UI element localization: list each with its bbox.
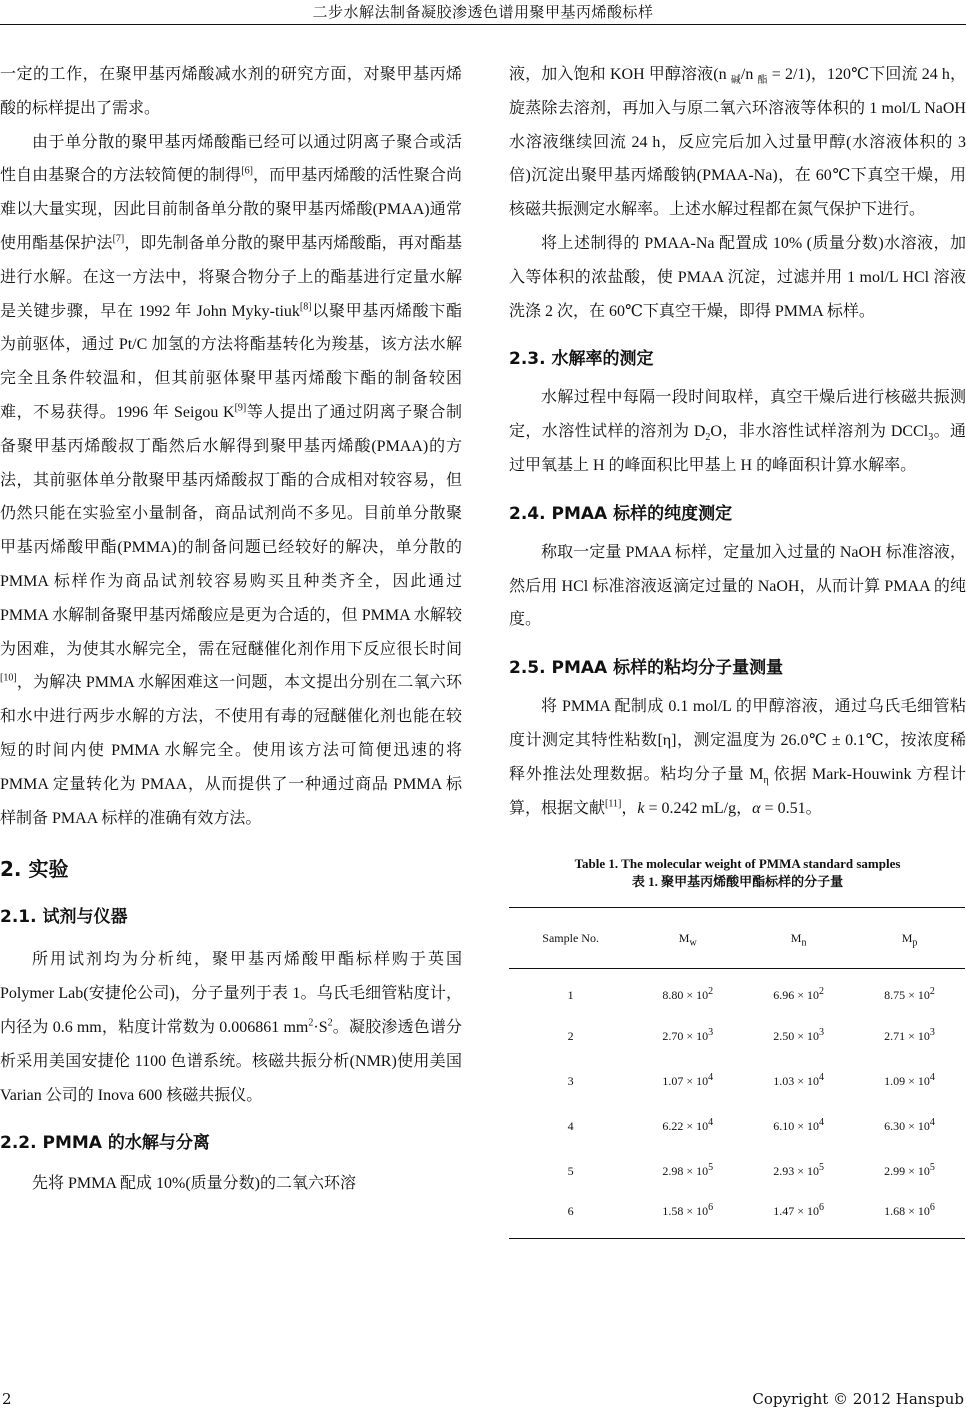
cell-exponent: 4 (708, 1116, 714, 1128)
text-run: /n (740, 66, 758, 83)
table-row (509, 1104, 965, 1149)
cell-mantissa: 2.93 × 10 (773, 1163, 819, 1178)
text-run: 水解过程中每隔一段时间取样，真空干燥后进行核磁共振测定，水溶性试样的溶剂为 D (509, 389, 966, 441)
cell-mp (854, 1194, 965, 1239)
cell-exponent: 4 (929, 1116, 935, 1128)
cell-mantissa: 2.99 × 10 (884, 1163, 930, 1178)
table-header-row (509, 908, 965, 969)
header-text: M (901, 930, 913, 945)
subscript: 酯 (757, 75, 768, 87)
subsection-heading-reagents: 2.1. 试剂与仪器 (0, 907, 128, 928)
cell-mantissa: 1.47 × 10 (773, 1204, 819, 1219)
text-run: ·S (313, 1018, 328, 1036)
header-mn (743, 908, 854, 969)
citation-ref: [6] (241, 166, 253, 178)
cell-exponent: 3 (819, 1026, 824, 1038)
cell-sample-no: 5 (567, 1163, 574, 1178)
paragraph-hydrolysis-rate (509, 381, 966, 482)
header-rule (0, 24, 966, 25)
cell-mp (854, 1104, 965, 1149)
cell-mw (632, 969, 743, 1014)
cell-sample-no: 2 (567, 1028, 574, 1043)
header-subscript: n (801, 937, 807, 949)
text-run: O，非水溶性试样溶剂为 DCCl (710, 423, 929, 441)
citation-ref: [8] (299, 301, 312, 313)
table-row (509, 1014, 965, 1059)
table-row (509, 1149, 965, 1194)
cell-exponent: 3 (929, 1026, 935, 1038)
text-run: 等人提出了通过阴离子聚合制备聚甲基丙烯酸叔丁酯然后水解得到聚甲基丙烯酸(PMAA)的方法，其前驱体单分散聚甲基丙烯酸叔丁酯的合成相对较容易，但仍然只能在实验室小量制备，商品试剂尚不多见。目前单分散聚甲基丙烯酸甲酯(PMMA)的制备问题已经较好的解决，单分散的 PMMA 标样作为商品试剂较容易购买且种类齐全，因此通过 PMMA 水解制备聚甲基丙烯酸应是更为合适的，但 PMMA 水解较为困难，为使其水解完全，需在冠醚催化剂作用下反应很长时间 (0, 403, 462, 658)
cell-mw (632, 1059, 743, 1104)
cell-mn (743, 1194, 854, 1239)
superscript: 2 (327, 1017, 333, 1029)
cell-mn (743, 1014, 854, 1059)
subsection-heading-viscosity: 2.5. PMAA 标样的粘均分子量测量 (509, 658, 784, 679)
page-number: 2 (2, 1390, 12, 1408)
cell-exponent: 5 (819, 1161, 824, 1173)
text-run: 。凝胶渗透色谱分析采用美国安捷伦 1100 色谱系统。核磁共振分析(NMR)使用美国 Varian 公司的 Inova 600 核磁共振仪。 (0, 1018, 462, 1104)
cell-mantissa: 6.96 × 10 (773, 987, 819, 1002)
citation-ref: [7] (112, 233, 125, 245)
cell-exponent: 6 (819, 1202, 824, 1214)
text-run: ，而甲基丙烯酸的活性聚合尚难以大量实现，因此目前制备单分散的聚甲基丙烯酸(PMAA)通常使用酯基保护法 (0, 167, 462, 252)
cell-exponent: 5 (708, 1161, 714, 1173)
header-mp (854, 908, 965, 969)
cell-mantissa: 1.03 × 10 (773, 1073, 819, 1088)
cell-mn (743, 1104, 854, 1149)
citation-ref: [10] (0, 673, 17, 685)
cell-sample-no: 6 (509, 1194, 632, 1239)
text-run: 液，加入饱和 KOH 甲醇溶液(n (509, 66, 731, 83)
text-run: 。通过甲氧基上 H 的峰面积比甲基上 H 的峰面积计算水解率。 (509, 423, 966, 474)
citation-ref: [11] (605, 798, 622, 810)
text-run: 将 PMMA 配制成 0.1 mol/L 的甲醇溶液，通过乌氏毛细管粘度计测定其特性粘数[η]，测定温度为 26.0℃ ± 0.1℃，按浓度稀释外推法处理数据。粘均分子量 M (509, 698, 966, 783)
cell-mantissa: 6.22 × 10 (662, 1118, 709, 1133)
cell-mn (743, 1059, 854, 1104)
text-run: ，即先制备单分散的聚甲基丙烯酸酯，再对酯基进行水解。在这一方法中，将聚合物分子上的酯基进行定量水解是关键步骤，早在 1992 年 John Myky-tiuk (0, 234, 462, 320)
cell-exponent: 4 (708, 1071, 714, 1083)
cell-exponent: 2 (929, 985, 935, 997)
header-sample-no: Sample No. (509, 908, 632, 969)
paragraph-reagents (0, 943, 462, 1112)
paragraph-purity: 称取一定量 PMAA 标样，定量加入过量的 NaOH 标准溶液，然后用 HCl 标准溶液返滴定过量的 NaOH，从而计算 PMAA 的纯度。 (509, 543, 966, 629)
cell-exponent: 3 (708, 1026, 714, 1038)
cell-mw (632, 1104, 743, 1149)
subsection-heading-hydrolysis: 2.2. PMMA 的水解与分离 (0, 1133, 210, 1154)
cell-mantissa: 2.71 × 10 (884, 1028, 930, 1043)
text-run: = 2/1)，120℃下回流 24 h，旋蒸除去溶剂，再加入与原二氧六环溶液等体积的 1 mol/L NaOH 水溶液继续回流 24 h，反应完后加入过量甲醇(水溶液体积的 3 倍)沉淀出聚甲基丙烯酸钠(PMAA-Na)，在 60℃下真空干燥，用核磁共振测定水解率。上述水解过程都在氮气保护下进行。 (509, 66, 966, 219)
cell-mw (632, 1014, 743, 1059)
paragraph-precipitation: 将上述制得的 PMAA-Na 配置成 10% (质量分数)水溶液，加入等体积的浓盐酸，使 PMAA 沉淀，过滤并用 1 mol/L HCl 溶液洗涤 2 次，在 60℃下真空干燥，即得 PMMA 标样。 (509, 234, 966, 320)
cell-mn (743, 969, 854, 1014)
cell-sample-no: 4 (567, 1118, 574, 1133)
superscript: 2 (308, 1017, 314, 1029)
citation-ref: [9] (234, 402, 247, 414)
header-text: M (678, 930, 690, 945)
table-row (509, 1194, 965, 1239)
paragraph-hydrolysis-start: 先将 PMMA 配成 10%(质量分数)的二氧六环溶 (32, 1175, 357, 1193)
cell-mantissa: 8.75 × 10 (884, 987, 930, 1002)
text-run: = 0.51。 (760, 799, 822, 817)
table-caption-zh: 表 1. 聚甲基丙烯酸甲酯标样的分子量 (631, 874, 844, 890)
cell-exponent: 2 (819, 985, 824, 997)
cell-mantissa: 1.09 × 10 (884, 1073, 930, 1088)
cell-sample-no: 1 (567, 987, 574, 1002)
cell-mw (632, 1194, 743, 1239)
table-row (509, 1059, 965, 1104)
text-run: = 0.242 mL/g， (644, 799, 753, 817)
table-caption-en: Table 1. The molecular weight of PMMA standard samples (574, 856, 901, 872)
cell-sample-no: 3 (567, 1073, 574, 1088)
molecular-weight-table (509, 907, 965, 1239)
left-column (0, 58, 462, 1201)
cell-exponent: 4 (819, 1116, 824, 1128)
cell-mantissa: 8.80 × 10 (662, 987, 709, 1002)
text-run: 所用试剂均为分析纯，聚甲基丙烯酸甲酯标样购于英国 Polymer Lab(安捷伦公司)，分子量列于表 1。乌氏毛细管粘度计，内径为 0.6 mm，粘度计常数为 0.006861 mm (0, 951, 462, 1036)
cell-mantissa: 1.68 × 10 (884, 1204, 930, 1219)
cell-mantissa: 1.07 × 10 (662, 1073, 709, 1088)
cell-mantissa: 1.58 × 10 (662, 1204, 709, 1219)
header-mw (632, 908, 743, 969)
cell-exponent: 2 (708, 985, 714, 997)
right-column (509, 58, 966, 1239)
paragraph-background (0, 126, 462, 836)
text-run: ， (621, 799, 638, 817)
cell-exponent: 6 (708, 1202, 714, 1214)
cell-mp (854, 1059, 965, 1104)
table-caption (509, 855, 966, 891)
table-row (509, 969, 965, 1014)
paragraph-hydrolysis-continued (509, 58, 966, 227)
cell-mantissa: 2.98 × 10 (662, 1163, 709, 1178)
symbol-k: k (637, 799, 645, 817)
text-run: ，为解决 PMMA 水解困难这一问题，本文提出分别在二氧六环和水中进行两步水解的方法，不使用有毒的冠醚催化剂也能在较短的时间内使 PMMA 水解完全。使用该方法可简便迅速的将 PMMA 定量转化为 PMAA，从而提供了一种通过商品 PMMA 标样制备 PMAA 标样的准确有效方法。 (0, 674, 462, 827)
paragraph-viscosity (509, 690, 966, 825)
text-run: 依据 Mark-Houwink 方程计算，根据文献 (509, 765, 966, 817)
text-run: 以聚甲基丙烯酸卞酯为前驱体，通过 Pt/C 加氢的方法将酯基转化为羧基，该方法水解完全且条件较温和，但其前驱体聚甲基丙烯酸卞酯的制备较困难，不易获得。1996 年 Seigou K (0, 302, 462, 421)
cell-exponent: 4 (819, 1071, 824, 1083)
cell-mn (743, 1149, 854, 1194)
copyright-notice: Copyright © 2012 Hanspub (752, 1390, 964, 1408)
cell-mantissa: 6.30 × 10 (884, 1118, 930, 1133)
cell-mantissa: 2.70 × 10 (662, 1028, 709, 1043)
running-header: 二步水解法制备凝胶渗透色谱用聚甲基丙烯酸标样 (312, 3, 654, 21)
subsection-heading-purity: 2.4. PMAA 标样的纯度测定 (509, 503, 733, 524)
cell-exponent: 6 (929, 1202, 935, 1214)
subsection-heading-hydrolysis-rate: 2.3. 水解率的测定 (509, 349, 654, 370)
header-text: M (790, 930, 802, 945)
text-run: 由于单分散的聚甲基丙烯酸酯已经可以通过阴离子聚合或活性自由基聚合的方法较简便的制得 (0, 133, 462, 185)
cell-mantissa: 2.50 × 10 (773, 1028, 819, 1043)
paragraph-intro-continued: 一定的工作，在聚甲基丙烯酸减水剂的研究方面，对聚甲基丙烯酸的标样提出了需求。 (0, 66, 462, 117)
cell-exponent: 5 (929, 1161, 935, 1173)
subscript: 3 (928, 432, 934, 444)
cell-mp (854, 1149, 965, 1194)
cell-mp (854, 969, 965, 1014)
subscript: η (763, 774, 769, 786)
section-heading-experiment: 2. 实验 (0, 857, 69, 882)
cell-mw (632, 1149, 743, 1194)
header-subscript: w (689, 937, 697, 949)
subscript: 2 (705, 432, 711, 444)
cell-exponent: 4 (929, 1071, 935, 1083)
subscript: 碱 (730, 75, 741, 87)
header-subscript: p (912, 937, 918, 949)
cell-mantissa: 6.10 × 10 (773, 1118, 819, 1133)
symbol-alpha: α (752, 799, 761, 817)
cell-mp (854, 1014, 965, 1059)
